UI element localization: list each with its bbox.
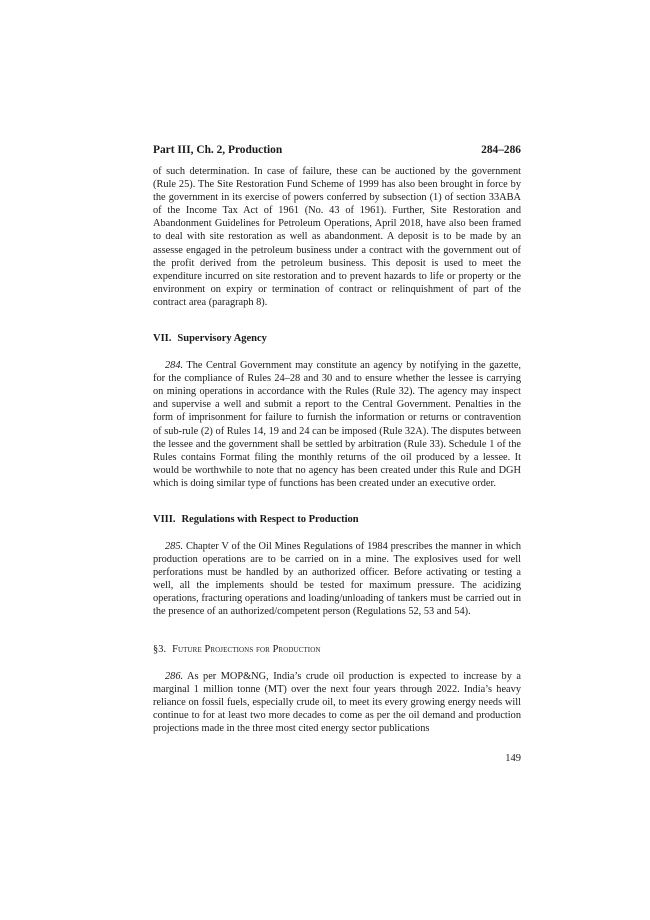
section-vii-number: VII. bbox=[153, 333, 172, 345]
paragraph-285-text: Chapter V of the Oil Mines Regulations of 1984 prescribes the manner in which production operations are to be carried on in a mine. The explosives used for well perforations must be handled by an authorized officer. Before activating or testing a well, all the implements should be tested for maximum pressure. The acidizing operations, fracturing operations and loading/unloading of tankers must be carried out in the presence of an authorized/competent person (Regulations 52, 53 and 54). bbox=[153, 540, 521, 618]
section-viii-title: Regulations with Respect to Production bbox=[181, 513, 359, 525]
section-vii-heading bbox=[153, 332, 521, 345]
running-head-chapter: Part III, Ch. 2, Production bbox=[153, 144, 283, 156]
paragraph-284-text: The Central Government may constitute an agency by notifying in the gazette, for the compliance of Rules 24–28 and 30 and to ensure whether the lessee is carrying on mining operations in accordance with the Rules (Rule 32). The agency may inspect and supervise a well and submit a report to the Central Government. Penalties in the form of imprisonment for failure to furnish the information or returns or contravention of sub-rule (2) of Rules 14, 19 and 24 can be imposed (Rule 32A). The disputes between the lessee and the government shall be settled by arbitration (Rule 33). Schedule 1 of the Rules contains Format filing the monthly returns of the oil produced by a lessee. It would be worthwhile to note that no agency has been created under this Rule and DGH which is doing similar type of functions has been created under an executive order. bbox=[153, 360, 521, 489]
continuation-paragraph: of such determination. In case of failure, these can be auctioned by the government (Rule 25). The Site Restoration Fund Scheme of 1999 has also been brought in force by the government in its exercise of powers conferred by subsection (1) of section 33ABA of the Income Tax Act of 1961 (No. 43 of 1961). Further, Site Restoration and Abandonment Guidelines for Petroleum Operations, April 2018, have also been framed to deal with site restoration as well as abandonment. A deposit is to be made by an assesse engaged in the petroleum business under a contract with the government out of the profit derived from the petroleum business. This deposit is used to meet the expenditure incurred on site restoration and to prevent hazards to life or property or the environment on expiry or termination of contract or relinquishment of part of the contract area (paragraph 8). bbox=[153, 166, 521, 308]
paragraph-286-text: As per MOP&NG, India’s crude oil production is expected to increase by a marginal 1 million tonne (MT) over the next four years through 2022. India’s heavy reliance on fossil fuels, especially crude oil, to meet its every growing energy needs will continue to for at least two more decades to come as per the oil demand and production projections made in the three most cited energy sector publications bbox=[153, 670, 521, 734]
paragraph-284 bbox=[153, 359, 521, 490]
section-viii-heading bbox=[153, 513, 521, 526]
section-viii-number: VIII. bbox=[153, 513, 176, 525]
section-3-title: Future Projections for Production bbox=[172, 643, 321, 655]
paragraph-284-number: 284. bbox=[165, 360, 184, 372]
section-3-heading bbox=[153, 643, 521, 656]
paragraph-286-number: 286. bbox=[165, 670, 184, 682]
paragraph-285 bbox=[153, 540, 521, 619]
section-vii-title: Supervisory Agency bbox=[177, 333, 267, 345]
paragraph-286 bbox=[153, 670, 521, 735]
running-head bbox=[153, 143, 521, 157]
paragraph-285-number: 285. bbox=[165, 540, 184, 552]
book-page bbox=[153, 143, 521, 735]
section-3-number: §3. bbox=[153, 643, 167, 655]
page-number: 149 bbox=[505, 753, 521, 764]
running-head-paragraph-range: 284–286 bbox=[481, 144, 521, 156]
